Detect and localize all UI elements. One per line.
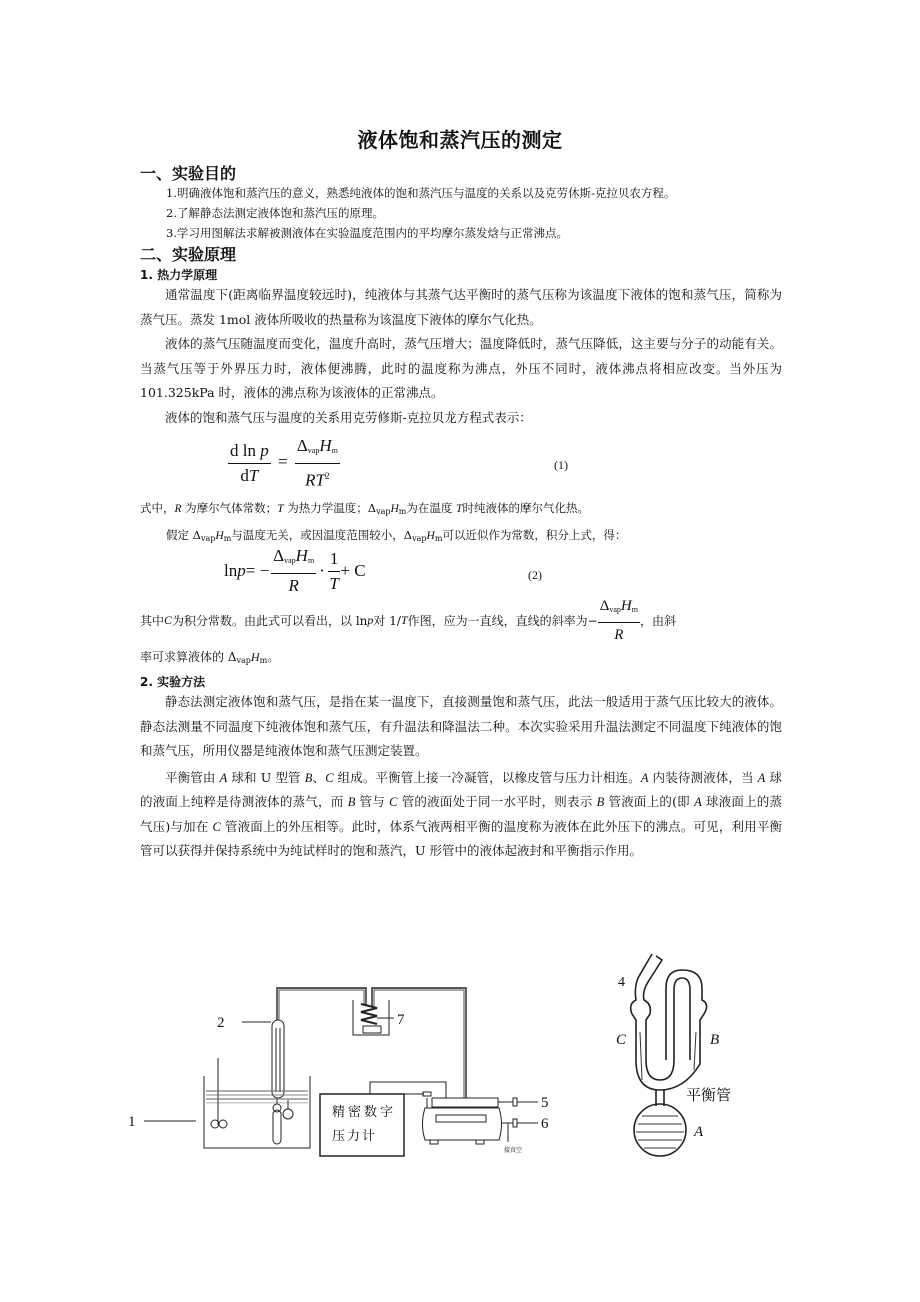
spring-coil — [361, 1004, 377, 1024]
paragraph: 液体的蒸气压随温度而变化，温度升高时，蒸气压增大；温度降低时，蒸气压降低，这主要与分子的动能有关。当蒸气压等于外界压力时，液体便沸腾，此时的温度称为沸点，外压不同时，液体沸点将相应改变。当外压为 101.325kPa 时，液体的沸点称为该液体的正常沸点。 — [140, 336, 782, 400]
equation-2-number: (2) — [528, 568, 542, 582]
objective-item-3: 3.学习用图解法求解被测液体在实验温度范围内的平均摩尔蒸发焓与正常沸点。 — [166, 226, 568, 240]
apparatus-diagram — [128, 980, 580, 1180]
balance-tube-diagram — [590, 940, 770, 1180]
paragraph: 通常温度下(距离临界温度较远时)，纯液体与其蒸气达平衡时的蒸气压称为该温度下液体的饱和蒸气压，简称为蒸气压。蒸发 1mol 液体所吸收的热量称为该温度下液体的摩尔气化热。 — [140, 287, 782, 327]
delta-vap-h-m: $\Delta_{vap}H_m$ — [227, 650, 268, 665]
delta-vap-h-m: $\Delta_{vap}H_m$ — [367, 501, 407, 516]
page-title: 液体饱和蒸汽压的测定 — [357, 128, 563, 152]
eq2-fraction-inv-t: $\frac{1}{T}$ — [329, 548, 339, 593]
label-1: 1 — [128, 1114, 136, 1130]
label-a: A — [694, 1124, 704, 1140]
objective-item-1: 1.明确液体饱和蒸汽压的意义，熟悉纯液体的饱和蒸汽压与温度的关系以及克劳休斯-克拉贝农方程。 — [166, 186, 676, 200]
balance-tube — [273, 1110, 281, 1144]
valve-6 — [513, 1119, 517, 1127]
section-heading-principle: 二、实验原理 — [140, 245, 237, 264]
eq1-explanation: 式中，R 为摩尔气体常数；T 为热力学温度；$\Delta_{vap}H_m$为在温度 T时纯液体的摩尔气化热。 — [140, 501, 589, 516]
delta-vap-h-m: $\Delta_{vap}H_m$ — [403, 528, 443, 543]
eq1-lhs-fraction: $\frac{\text{d ln p}}{dT}$ — [230, 440, 269, 485]
paragraph: 液体的饱和蒸气压与温度的关系用克劳修斯-克拉贝龙方程式表示： — [165, 409, 532, 425]
paragraph: 平衡管由 A 球和 U 型管 B、C 组成。平衡管上接一冷凝管，以橡皮管与压力计相连。A 内装待测液体，当 A 球的液面上纯粹是待测液体的蒸气，而 B 管与 C 管的液面处于同一水平时，则表示 B 管液面上的(即 A 球液面上的蒸气压)与加在 C 管液面上的外压相等。此时，体系气液两相平衡的温度称为液体在此外压下的沸点。可见，利用平衡管可以获得并保持系统中为纯试样时的饱和蒸汽，U 形管中的液体起液封和平衡指示作用。 — [140, 769, 783, 858]
paragraph: 静态法测定液体饱和蒸气压，是指在某一温度下，直接测量饱和蒸气压，此法一般适用于蒸气压比较大的液体。静态法测量不同温度下纯液体饱和蒸气压，有升温法和降温法二种。本次实验采用升温法测定不同温度下纯液体的饱和蒸气压，所用仪器是纯液体饱和蒸气压测定装置。 — [140, 694, 782, 758]
gauge-label-line2: 压力计 — [332, 1129, 378, 1144]
label-6: 6 — [541, 1116, 549, 1132]
section-heading-objectives: 一、实验目的 — [140, 164, 237, 183]
water-bath — [204, 1076, 310, 1148]
subsection-heading-thermo: 1. 热力学原理 — [140, 268, 218, 282]
slope-line-end: 率可求算液体的 $\Delta_{vap}H_m$。 — [140, 650, 280, 665]
delta-vap-h-m: $\Delta_{vap}H_m$ — [192, 528, 232, 543]
assumption-line: 假定 $\Delta_{vap}H_m$与温度无关，或因温度范围较小，$\Delta_{vap}H_m$可以近似作为常数，积分上式，得： — [166, 528, 627, 543]
manifold — [432, 1098, 498, 1107]
method-paragraphs — [140, 690, 782, 864]
thermo-paragraphs — [140, 283, 782, 430]
vacuum-label: 接真空 — [504, 1147, 523, 1154]
objective-item-2: 2.了解静态法测定液体饱和蒸汽压的原理。 — [166, 206, 384, 220]
balance-tube-caption: 平衡管 — [686, 1086, 732, 1104]
valve-5 — [513, 1098, 517, 1106]
label-b: B — [710, 1032, 720, 1048]
eq2-fraction-dvaph: $\frac{\Delta_{vap}H_m}{R}$ — [273, 546, 315, 595]
pressure-gauge — [320, 1094, 404, 1156]
vacuum-unit — [423, 1108, 502, 1140]
subsection-heading-method: 2. 实验方法 — [140, 675, 206, 689]
label-7: 7 — [397, 1012, 405, 1028]
equation-1-number: (1) — [554, 458, 568, 472]
slope-fraction: $\frac{\Delta_{vap}H_m}{R}$ — [599, 598, 638, 643]
bath-liquid — [206, 1090, 308, 1104]
label-5: 5 — [541, 1095, 549, 1111]
gauge-label-line1: 精密数字 — [332, 1105, 397, 1120]
equation-1: $\frac{\text{d ln p}}{dT}$ = $\frac{\Delta_{vap}H_m}{RT^2}$ — [230, 436, 338, 490]
label-2: 2 — [217, 1015, 225, 1031]
equation-2: ln p = − $\frac{\Delta_{vap}H_m}{R}$ · $\frac{1}{T}$ + C — [224, 546, 366, 595]
condenser — [272, 1020, 284, 1098]
eq1-rhs-fraction: $\frac{\Delta_{vap}H_m}{RT^2}$ — [296, 436, 338, 490]
label-c: C — [616, 1032, 627, 1048]
label-4: 4 — [618, 975, 625, 990]
slope-line: 其中 C 为积分常数。由此式可以看出，以 ln p 对 1/ T 作图，应为一直线，直线的斜率为 − $\frac{\Delta_{vap}H_m}{R}$ ，由斜 — [140, 598, 676, 643]
